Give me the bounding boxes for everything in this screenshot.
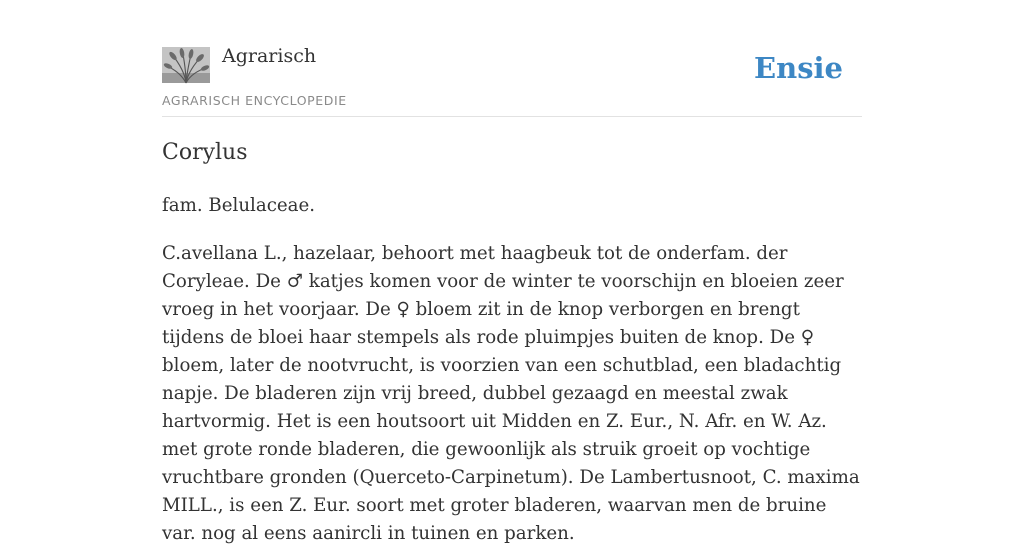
site-header [162, 0, 862, 117]
wheat-illustration-icon [162, 47, 210, 83]
brand-logo[interactable]: Ensie [754, 51, 843, 85]
source-subtitle[interactable]: AGRARISCH ENCYCLOPEDIE [162, 93, 347, 108]
source-name[interactable]: Agrarisch [222, 45, 317, 67]
article-text: C.avellana L., hazelaar, behoort met haagbeuk tot de onderfam. der Coryleae. De ♂ katjes komen voor de winter te voorschijn en bloeien zeer vroeg in het voorjaar. De ♀ bloem zit in de knop verborgen en brengt tijdens de bloei haar stempels als rode pluimpjes buiten de knop. De ♀ bloem, later de nootvrucht, is voorzien van een schutblad, een bladachtig napje. De bladeren zijn vrij breed, dubbel gezaagd en meestal zwak hartvormig. Het is een houtsoort uit Midden en Z. Eur., N. Afr. en W. Az. met grote ronde bladeren, die gewoonlijk als struik groeit op vochtige vruchtbare gronden (Querceto-Carpinetum). De Lambertusnoot, C. maxima MILL., is een Z. Eur. soort met groter bladeren, waarvan men de bruine var. nog al eens aanircli in tuinen en parken. [162, 243, 860, 544]
article-family: fam. Belulaceae. [162, 195, 316, 216]
article-title: Corylus [162, 140, 248, 165]
source-avatar[interactable] [162, 47, 210, 83]
article-body [162, 192, 862, 548]
